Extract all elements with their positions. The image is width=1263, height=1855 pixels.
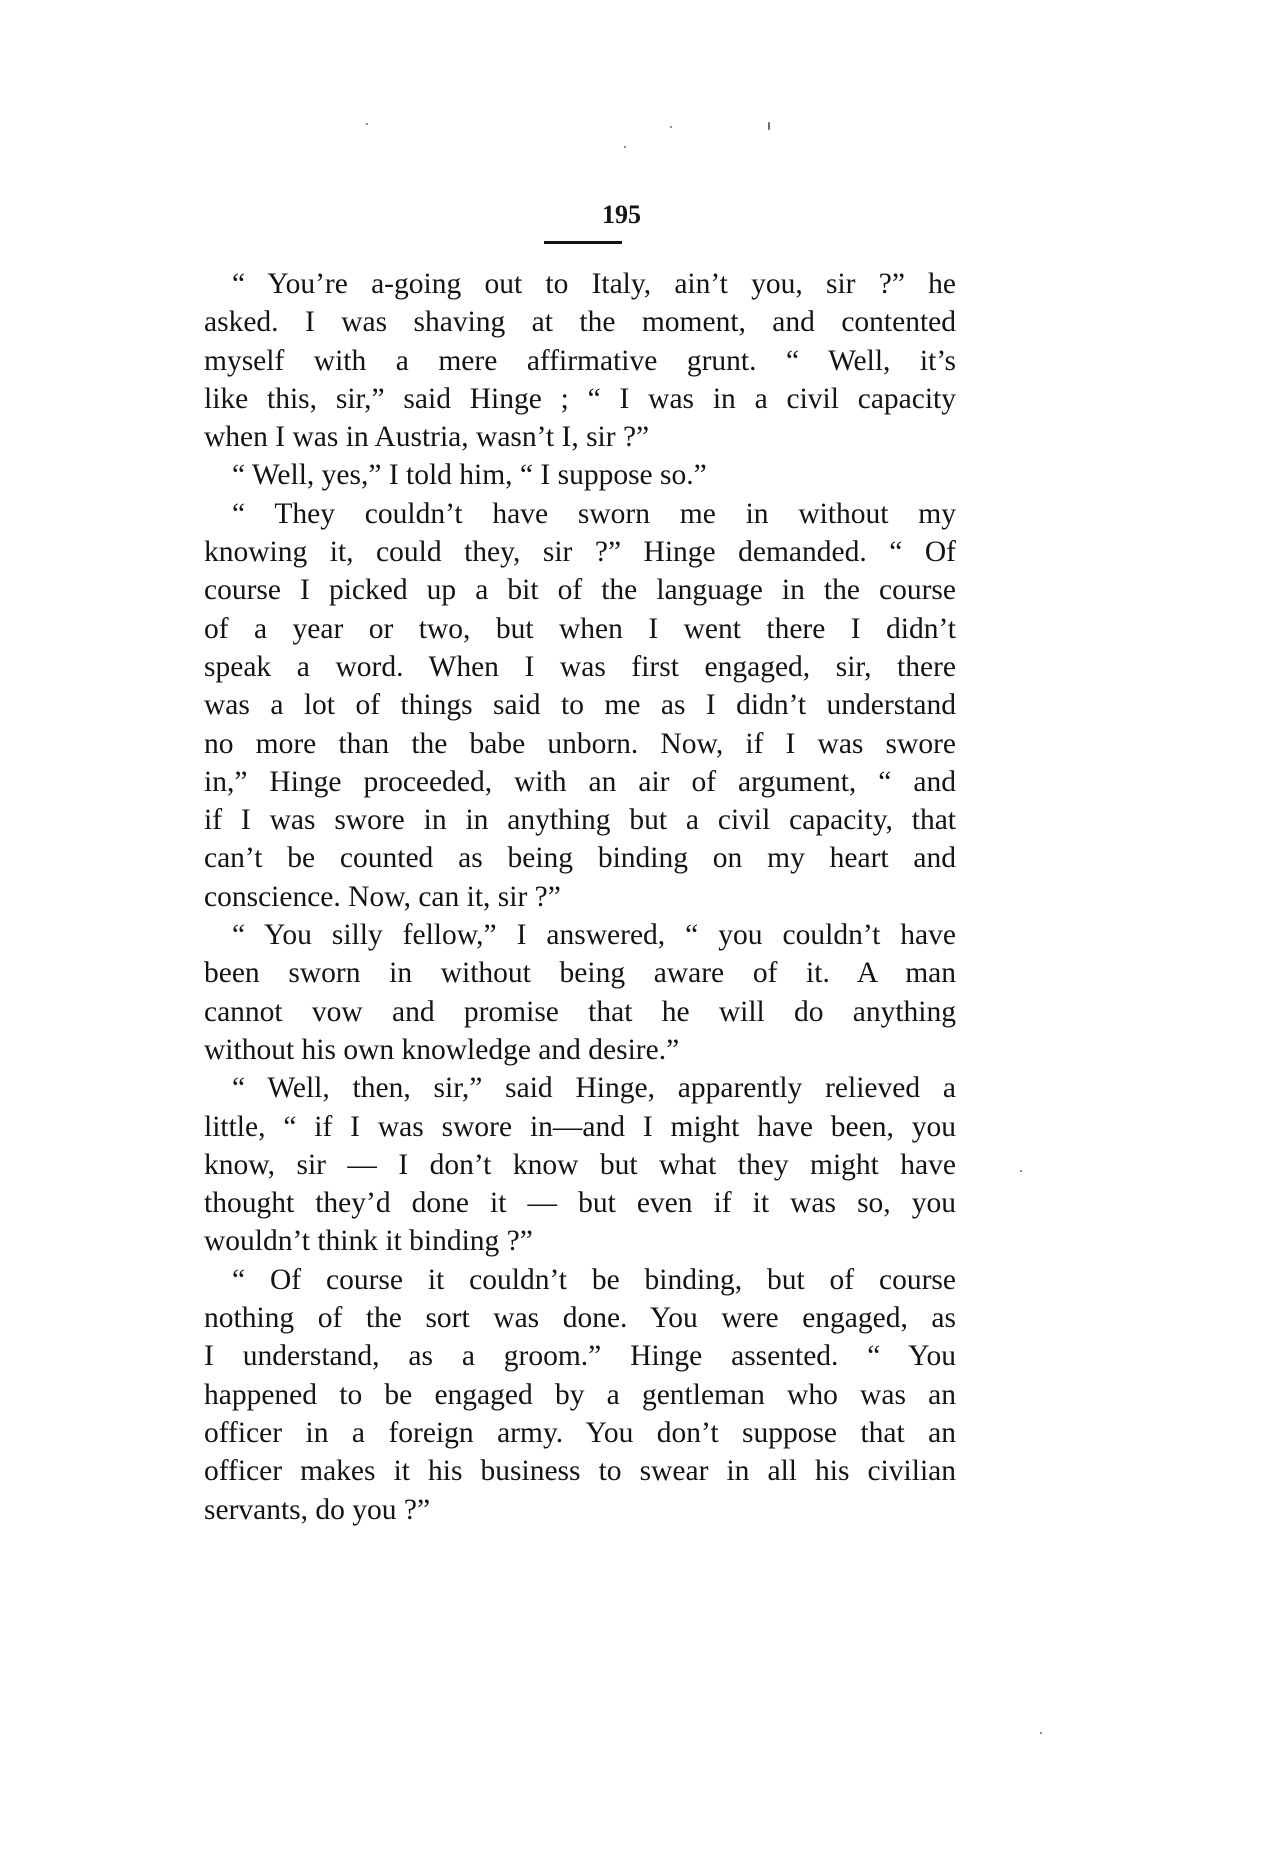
page-number: 195 bbox=[602, 200, 641, 229]
text-line: when I was in Austria, wasn’t I, sir ?” bbox=[204, 421, 650, 454]
text-line: “ You’re a-going out to Italy, ain’t you, sir ?” he bbox=[232, 268, 956, 300]
text-line: nothing of the sort was done. You were engaged, as bbox=[204, 1302, 956, 1335]
text-line: of a year or two, but when I went there I didn’t bbox=[204, 612, 956, 645]
text-line: servants, do you ?” bbox=[204, 1493, 431, 1526]
text-line: little, “ if I was swore in—and I might have been, you bbox=[204, 1110, 956, 1143]
text-line: like this, sir,” said Hinge ; “ I was in a civil capacity bbox=[204, 382, 956, 415]
paper-speck bbox=[624, 146, 626, 148]
paper-speck bbox=[366, 123, 368, 125]
body-text bbox=[204, 265, 956, 1529]
text-line: cannot vow and promise that he will do anything bbox=[204, 995, 956, 1028]
text-line: no more than the babe unborn. Now, if I was swore bbox=[204, 727, 956, 760]
text-line: been sworn in without being aware of it. A man bbox=[204, 957, 956, 990]
text-line: officer in a foreign army. You don’t suppose that an bbox=[204, 1416, 956, 1449]
text-line: without his own knowledge and desire.” bbox=[204, 1033, 680, 1066]
text-line: was a lot of things said to me as I didn’t understand bbox=[204, 689, 956, 722]
text-line: “ Well, then, sir,” said Hinge, apparently relieved a bbox=[232, 1072, 956, 1105]
text-line: “ Of course it couldn’t be binding, but of course bbox=[232, 1263, 956, 1296]
text-line: thought they’d done it — but even if it was so, you bbox=[204, 1187, 956, 1220]
text-line: conscience. Now, can it, sir ?” bbox=[204, 880, 561, 913]
text-line: happened to be engaged by a gentleman who was an bbox=[204, 1378, 956, 1411]
text-line: speak a word. When I was first engaged, sir, there bbox=[204, 650, 956, 683]
paper-speck bbox=[1020, 1170, 1022, 1172]
text-line: wouldn’t think it binding ?” bbox=[204, 1225, 533, 1258]
text-line: course I picked up a bit of the language in the course bbox=[204, 574, 956, 607]
text-line: I understand, as a groom.” Hinge assented. “ You bbox=[204, 1340, 956, 1373]
text-line: “ You silly fellow,” I answered, “ you couldn’t have bbox=[232, 919, 956, 952]
text-line: asked. I was shaving at the moment, and contented bbox=[204, 306, 956, 339]
paper-speck bbox=[670, 126, 672, 128]
text-line: “ They couldn’t have sworn me in without my bbox=[232, 497, 956, 530]
text-line: know, sir — I don’t know but what they might have bbox=[204, 1148, 956, 1181]
text-line: myself with a mere affirmative grunt. “ Well, it’s bbox=[204, 344, 956, 377]
page-number-rule bbox=[544, 241, 622, 244]
paper-speck bbox=[768, 122, 770, 130]
text-line: “ Well, yes,” I told him, “ I suppose so.” bbox=[232, 459, 707, 492]
text-line: in,” Hinge proceeded, with an air of argument, “ and bbox=[204, 765, 956, 798]
paper-speck bbox=[1040, 1732, 1042, 1734]
text-line: officer makes it his business to swear in all his civilian bbox=[204, 1455, 956, 1488]
text-line: knowing it, could they, sir ?” Hinge demanded. “ Of bbox=[204, 536, 956, 569]
text-line: can’t be counted as being binding on my heart and bbox=[204, 842, 956, 875]
text-line: if I was swore in in anything but a civil capacity, that bbox=[204, 804, 956, 837]
